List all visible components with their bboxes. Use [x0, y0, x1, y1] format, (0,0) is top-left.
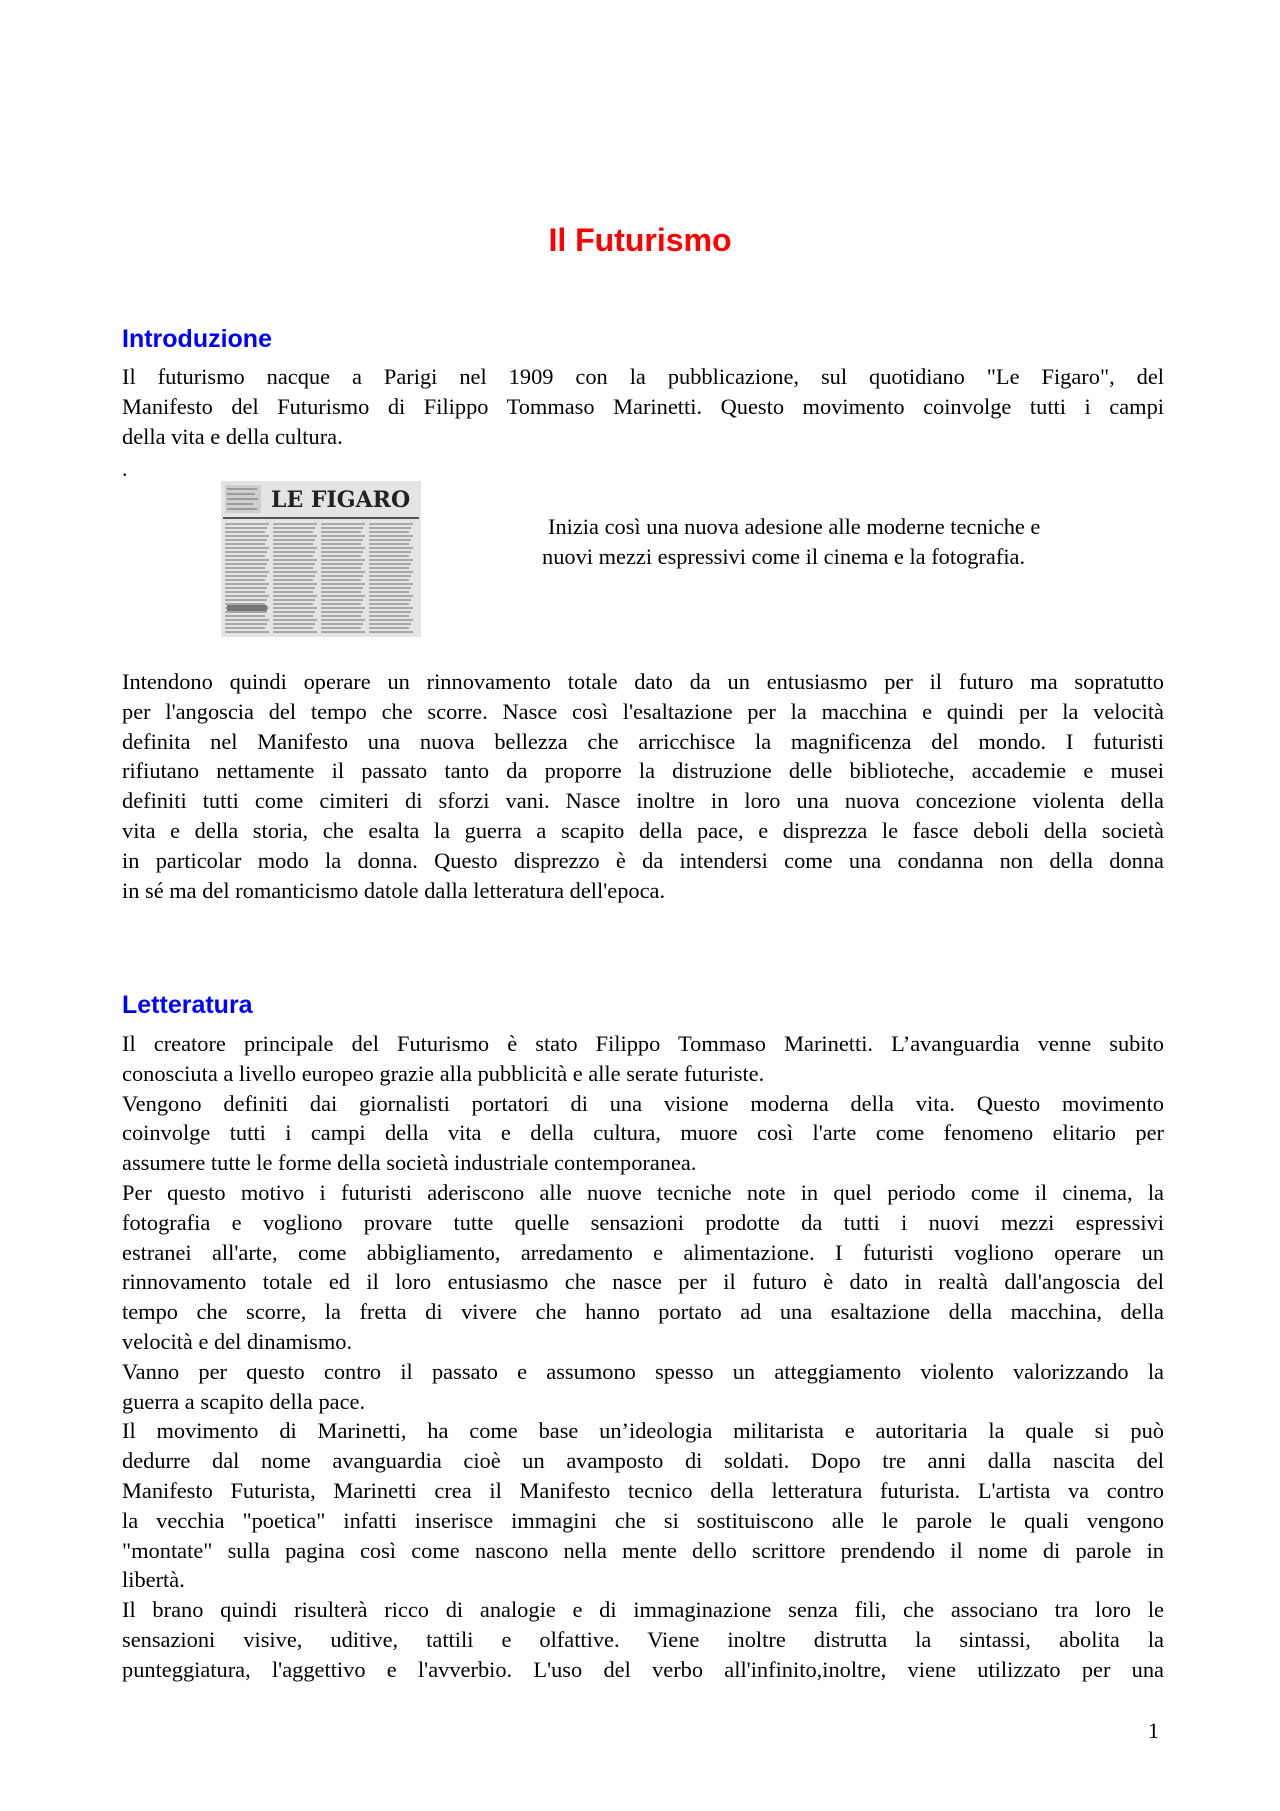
newspaper-text-line: [369, 547, 413, 549]
newspaper-text-line: [369, 531, 409, 533]
newspaper-text-line: [225, 619, 269, 621]
newspaper-text-line: [369, 587, 411, 589]
newspaper-text-line: [321, 563, 363, 565]
newspaper-text-line: [321, 551, 363, 553]
newspaper-text-line: [273, 567, 313, 569]
newspaper-text-line: [369, 555, 409, 557]
newspaper-text-line: [321, 595, 365, 597]
newspaper-text-line: [321, 631, 365, 633]
text-line: Manifesto Futurista, Marinetti crea il Manifesto tecnico della letteratura futurista. L'artista va contro: [122, 1477, 1164, 1503]
newspaper-text-line: [369, 535, 413, 537]
text-line: guerra a scapito della pace.: [122, 1388, 366, 1414]
newspaper-text-line: [273, 603, 313, 605]
newspaper-text-line: [273, 527, 315, 529]
text-line: Vanno per questo contro il passato e assumono spesso un atteggiamento violento valorizzando la: [122, 1358, 1164, 1384]
text-line: Per questo motivo i futuristi aderiscono alle nuove tecniche note in quel periodo come il cinema, la: [122, 1179, 1164, 1205]
newspaper-text-line: [225, 631, 269, 633]
newspaper-text-line: [369, 591, 409, 593]
text-line: Vengono definiti dai giornalisti portatori di una visione moderna della vita. Questo movimento: [122, 1090, 1164, 1116]
newspaper-text-line: [225, 603, 265, 605]
newspaper-text-line: [369, 563, 411, 565]
newspaper-text-line: [225, 535, 269, 537]
newspaper-text-line: [273, 579, 313, 581]
text-line: in particolar modo la donna. Questo disprezzo è da intendersi come una condanna non della donna: [122, 847, 1164, 873]
text-line: la vecchia "poetica" infatti inserisce immagini che si sostituiscono alle le parole le quali vengono: [122, 1507, 1164, 1533]
text-line: dedurre dal nome avanguardia cioè un avamposto di soldati. Dopo tre anni dalla nascita del: [122, 1448, 1164, 1474]
newspaper-text-line: [225, 579, 265, 581]
newspaper-text-line: [369, 611, 411, 613]
newspaper-text-line: [225, 523, 269, 525]
text-line: libertà.: [122, 1567, 185, 1593]
stray-dot: .: [122, 456, 128, 481]
section-heading-letteratura: Letteratura: [122, 991, 253, 1019]
newspaper-text-line: [273, 599, 315, 601]
newspaper-text-line: [225, 555, 265, 557]
newspaper-text-line: [321, 567, 361, 569]
newspaper-text-line: [273, 587, 315, 589]
newspaper-text-line: [225, 563, 267, 565]
newspaper-text-line: [225, 591, 265, 593]
newspaper-text-line: [273, 615, 313, 617]
text-line: conosciuta a livello europeo grazie alla pubblicità e alle serate futuriste.: [122, 1060, 765, 1086]
newspaper-text-line: [369, 527, 411, 529]
newspaper-text-line: [225, 627, 265, 629]
text-line: in sé ma del romanticismo datole dalla letteratura dell'epoca.: [122, 877, 666, 903]
newspaper-text-line: [369, 603, 409, 605]
newspaper-text-line: [321, 591, 361, 593]
newspaper-text-line: [273, 627, 313, 629]
text-line: fotografia e vogliono provare tutte quelle sensazioni prodotte da tutti i nuovi mezzi espressivi: [122, 1209, 1164, 1235]
newspaper-text-line: [225, 543, 265, 545]
newspaper-text-line: [321, 543, 361, 545]
page-number: 1: [1148, 1718, 1159, 1743]
newspaper-text-line: [369, 571, 413, 573]
text-line: Manifesto del Futurismo di Filippo Tommaso Marinetti. Questo movimento coinvolge tutti i campi: [122, 393, 1164, 419]
text-line: coinvolge tutti i campi della vita e della cultura, muore così l'arte come fenomeno elitario per: [122, 1120, 1164, 1146]
text-line: estranei all'arte, come abbigliamento, arredamento e alimentazione. I futuristi vogliono operare un: [122, 1239, 1164, 1265]
newspaper-text-line: [273, 555, 313, 557]
newspaper-text-line: [369, 619, 413, 621]
newspaper-illustration: [221, 481, 421, 637]
newspaper-text-line: [321, 539, 363, 541]
newspaper-text-line: [321, 603, 361, 605]
newspaper-text-line: [273, 631, 317, 633]
newspaper-text-line: [273, 539, 315, 541]
newspaper-text-line: [321, 523, 365, 525]
newspaper-text-line: [225, 527, 267, 529]
intro-paragraph: [122, 362, 1164, 451]
newspaper-text-line: [321, 623, 363, 625]
newspaper-text-line: [321, 571, 365, 573]
letteratura-paragraph: [122, 1029, 1164, 1685]
newspaper-text-line: [273, 523, 317, 525]
le-figaro-newspaper-image: [221, 481, 421, 637]
newspaper-text-line: [225, 595, 269, 597]
newspaper-text-line: [321, 559, 365, 561]
newspaper-text-line: [225, 583, 269, 585]
text-line: sensazioni visive, uditive, tattili e olfattive. Viene inoltre distrutta la sintassi, abolita la: [122, 1626, 1164, 1652]
newspaper-text-line: [273, 595, 317, 597]
text-line: velocità e del dinamismo.: [122, 1328, 353, 1354]
newspaper-text-line: [321, 531, 361, 533]
text-line: assumere tutte le forme della società industriale contemporanea.: [122, 1150, 697, 1176]
newspaper-text-line: [225, 611, 267, 613]
text-line: per l'angoscia del tempo che scorre. Nasce così l'esaltazione per la macchina e quindi per la velocità: [122, 698, 1164, 724]
newspaper-text-line: [273, 535, 317, 537]
newspaper-text-line: [225, 587, 267, 589]
text-line: rifiutano nettamente il passato tanto da proporre la distruzione delle biblioteche, accademie e musei: [122, 758, 1164, 784]
newspaper-text-line: [369, 631, 413, 633]
newspaper-text-line: [273, 623, 315, 625]
newspaper-text-line: [321, 535, 365, 537]
newspaper-text-line: [225, 547, 269, 549]
newspaper-text-line: [273, 575, 315, 577]
text-line: Intendono quindi operare un rinnovamento totale dato da un entusiasmo per il futuro ma sopratutto: [122, 669, 1164, 694]
newspaper-text-line: [273, 547, 317, 549]
newspaper-text-line: [321, 599, 363, 601]
newspaper-text-line: [369, 523, 413, 525]
newspaper-text-line: [273, 543, 313, 545]
text-line: Il brano quindi risulterà ricco di analogie e di immaginazione senza fili, che associano tra loro le: [122, 1597, 1164, 1623]
newspaper-text-line: [369, 575, 411, 577]
newspaper-text-line: [369, 539, 411, 541]
section-heading-introduzione: Introduzione: [122, 325, 272, 353]
text-line: Il creatore principale del Futurismo è stato Filippo Tommaso Marinetti. L’avanguardia venne subito: [122, 1031, 1164, 1056]
newspaper-text-line: [225, 575, 267, 577]
newspaper-text-line: [369, 599, 411, 601]
newspaper-text-line: [273, 607, 317, 609]
newspaper-text-line: [321, 575, 363, 577]
newspaper-text-line: [225, 567, 265, 569]
figure-caption: [542, 512, 1142, 572]
intro-body-paragraph: [122, 667, 1164, 905]
newspaper-text-line: [321, 619, 365, 621]
text-line: rinnovamento totale ed il loro entusiasmo che nasce per il futuro è dato in realtà dall'angoscia del: [122, 1269, 1164, 1295]
newspaper-text-line: [225, 615, 265, 617]
newspaper-text-line: [369, 579, 409, 581]
newspaper-text-line: [273, 611, 315, 613]
newspaper-text-line: [369, 627, 409, 629]
newspaper-text-line: [273, 619, 317, 621]
newspaper-text-line: [321, 579, 361, 581]
newspaper-text-line: [321, 587, 363, 589]
newspaper-text-line: [321, 555, 361, 557]
newspaper-text-line: [369, 623, 411, 625]
newspaper-text-line: [273, 531, 313, 533]
page-title: Il Futurismo: [548, 222, 732, 258]
newspaper-text-line: [225, 559, 269, 561]
newspaper-text-line: [273, 563, 315, 565]
newspaper-text-line: [225, 551, 267, 553]
text-line: Il movimento di Marinetti, ha come base un’ideologia militarista e autoritaria la quale si può: [122, 1418, 1164, 1444]
newspaper-text-line: [369, 543, 409, 545]
newspaper-text-line: [321, 583, 365, 585]
text-line: "montate" sulla pagina così come nascono nella mente dello scrittore prendendo il nome di parole in: [122, 1537, 1164, 1563]
newspaper-text-line: [321, 615, 361, 617]
newspaper-text-line: [369, 567, 409, 569]
newspaper-text-line: [225, 539, 267, 541]
text-line: della vita e della cultura.: [122, 423, 343, 449]
text-line: punteggiatura, l'aggettivo e l'avverbio. L'uso del verbo all'infinito,inoltre, viene utilizzato per una: [122, 1656, 1164, 1682]
newspaper-text-line: [273, 571, 317, 573]
newspaper-text-line: [321, 611, 363, 613]
newspaper-text-line: [273, 591, 313, 593]
newspaper-text-line: [225, 599, 267, 601]
newspaper-text-line: [225, 623, 267, 625]
newspaper-text-line: [369, 615, 409, 617]
text-line: Il futurismo nacque a Parigi nel 1909 con la pubblicazione, sul quotidiano "Le Figaro", del: [122, 364, 1164, 389]
newspaper-masthead: LE FIGARO: [271, 487, 411, 513]
newspaper-text-line: [273, 551, 315, 553]
newspaper-text-line: [369, 551, 411, 553]
newspaper-text-line: [369, 559, 413, 561]
caption-line: nuovi mezzi espressivi come il cinema e la fotografia.: [542, 543, 1026, 569]
caption-line: Inizia così una nuova adesione alle moderne tecniche e: [548, 514, 1041, 539]
newspaper-text-line: [321, 627, 361, 629]
newspaper-text-line: [369, 583, 413, 585]
newspaper-text-line: [273, 583, 317, 585]
text-line: definita nel Manifesto una nuova bellezza che arricchisce la magnificenza del mondo. I futuristi: [122, 728, 1164, 754]
text-line: tempo che scorre, la fretta di vivere che hanno portato ad una esaltazione della macchina, della: [122, 1299, 1164, 1325]
newspaper-text-line: [273, 559, 317, 561]
newspaper-text-line: [321, 547, 365, 549]
newspaper-text-line: [321, 607, 365, 609]
newspaper-text-line: [225, 531, 265, 533]
newspaper-text-line: [369, 595, 413, 597]
newspaper-text-line: [225, 571, 269, 573]
text-line: vita e della storia, che esalta la guerra a scapito della pace, e disprezza le fasce deboli della società: [122, 817, 1164, 843]
newspaper-text-line: [369, 607, 413, 609]
text-line: definiti tutti come cimiteri di sforzi vani. Nasce inoltre in loro una nuova concezione violenta della: [122, 788, 1164, 814]
newspaper-text-line: [321, 527, 363, 529]
